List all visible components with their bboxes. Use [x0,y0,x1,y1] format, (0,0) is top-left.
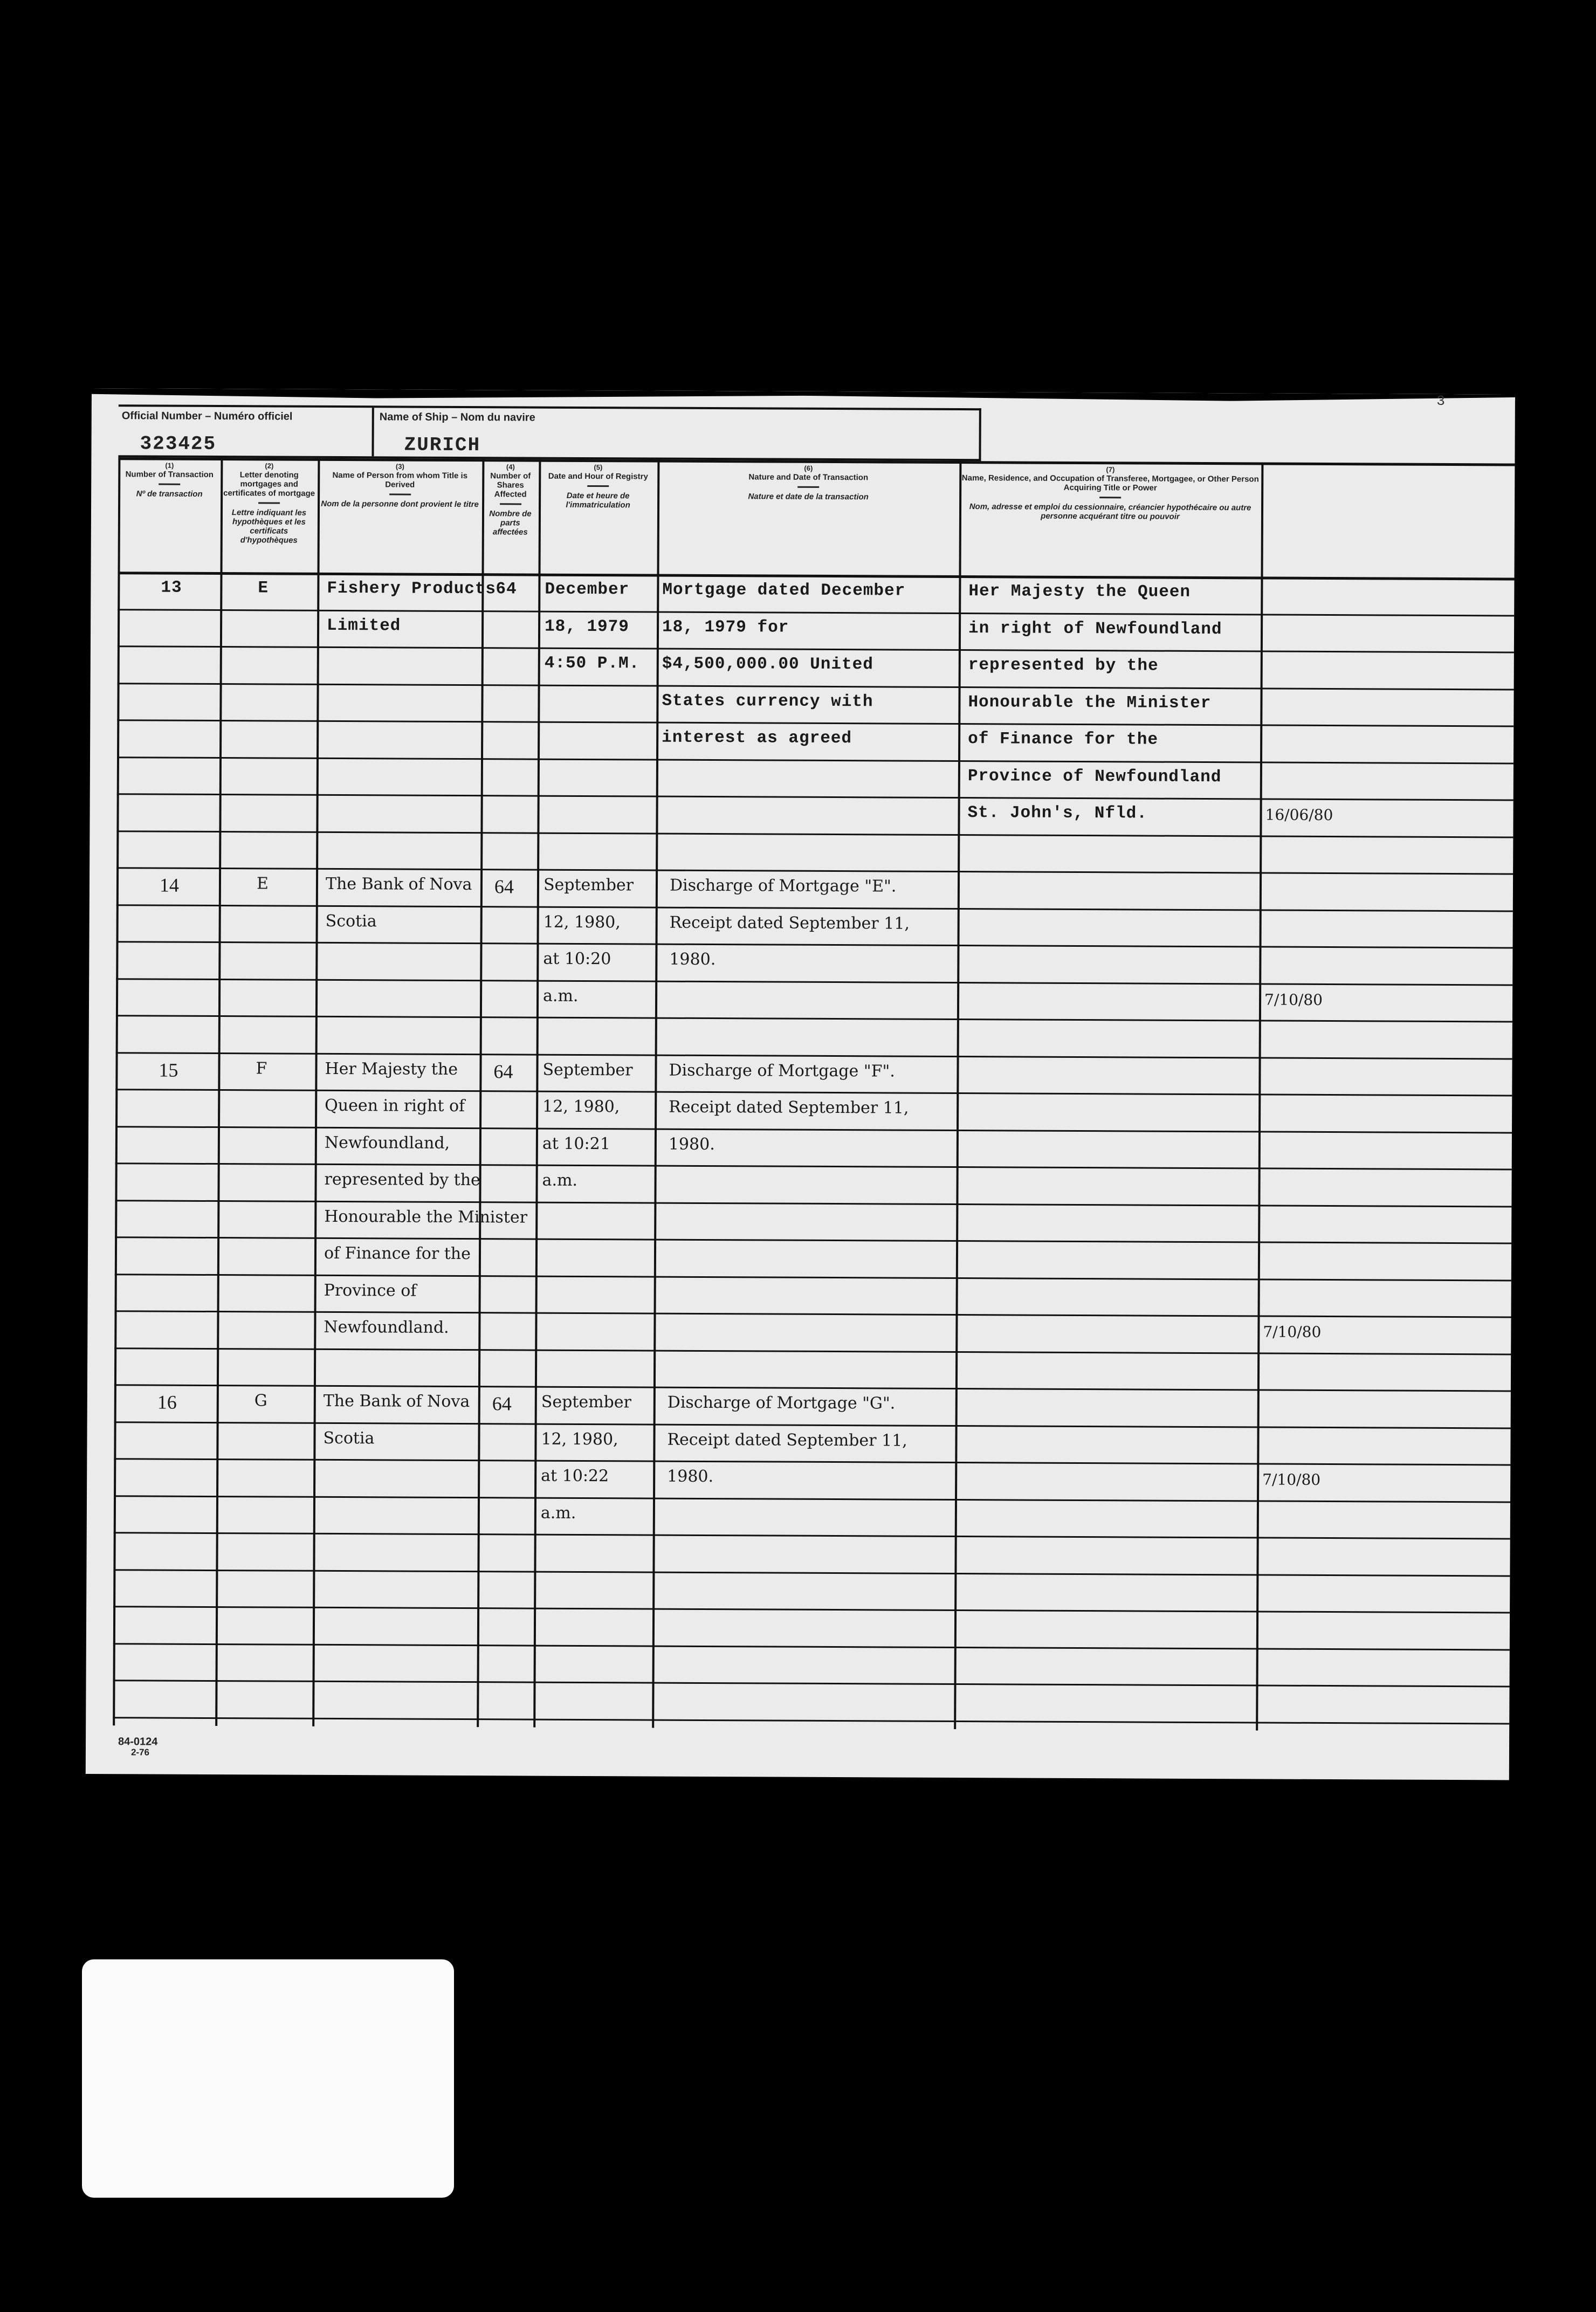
row-rule [116,978,1512,986]
txn-16-shares: 64 [492,1393,512,1415]
row-rule [115,1274,1511,1281]
txn-15-from-0: Her Majesty the [325,1059,458,1079]
column-header-1: (1) Number of Transaction Nº de transaction [125,461,214,499]
txn-14-letter: E [256,874,269,893]
row-rule [117,793,1514,801]
txn-16-stamp-date: 7/10/80 [1262,1470,1321,1489]
txn-13-number: 13 [161,578,182,597]
txn-13-nature-4: interest as agreed [662,728,852,748]
column-header-2: (2) Letter denoting mortgages and certificates of mortgage Lettre indiquant les hypothèques et les certificats d'hypothèques [223,462,315,545]
row-rule [114,1347,1511,1355]
txn-13-acquirer-0: Her Majesty the Queen [968,582,1191,602]
txn-16-letter: G [254,1391,267,1410]
column-header-7: (7) Name, Residence, and Occupation of Transferee, Mortgagee, or Other Person Acquiring Title or Power Nom, adresse et emploi du cessionnaire, créancier hypothécaire ou autre personne acquérant titre ou pouvoir [961,465,1259,521]
txn-15-shares: 64 [493,1060,513,1082]
row-rule [114,1458,1510,1465]
row-rule [114,1421,1511,1429]
column-header-3: (3) Name of Person from whom Title is Derived Nom de la personne dont provient le titre [321,462,479,510]
row-rule [114,1384,1511,1392]
txn-13-acquirer-4: of Finance for the [968,730,1159,749]
txn-15-number: 15 [159,1059,178,1081]
txn-13-from-0: Fishery Products [327,579,497,599]
txn-14-nature-2: 1980. [669,949,716,969]
txn-15-from-2: Newfoundland, [324,1133,450,1153]
txn-13-from-1: Limited [327,616,401,636]
txn-16-registry-1: 12, 1980, [541,1429,618,1449]
txn-15-nature-0: Discharge of Mortgage "F". [669,1061,895,1081]
txn-13-acquirer-6: St. John's, Nfld. [967,803,1147,823]
txn-15-from-5: of Finance for the [324,1243,471,1264]
row-rule [116,867,1513,875]
txn-16-nature-0: Discharge of Mortgage "G". [667,1393,896,1413]
official-number-label: Official Number – Numéro officiel [121,410,293,423]
txn-15-from-6: Province of [324,1281,417,1300]
txn-15-registry-1: 12, 1980, [542,1097,620,1117]
txn-13-letter: E [258,579,269,598]
row-rule [116,1015,1512,1022]
txn-15-from-4: Honourable the Minister [324,1207,528,1227]
corner-mark: 3 [1436,393,1445,409]
txn-15-from-7: Newfoundland. [324,1317,449,1337]
row-rule [115,1162,1512,1170]
column-rule [113,457,120,1725]
txn-13-shares: 64 [496,580,517,599]
txn-16-nature-2: 1980. [667,1467,714,1487]
txn-13-nature-0: Mortgage dated December [662,580,906,601]
row-rule [116,941,1513,948]
page-torn-edge [92,388,1515,404]
column-rule [533,459,541,1728]
txn-13-acquirer-1: in right of Newfoundland [968,618,1222,639]
row-rule [117,719,1514,727]
row-rule [113,1569,1510,1577]
column-rule [477,459,484,1727]
txn-14-stamp-date: 7/10/80 [1264,990,1323,1009]
row-rule [113,1717,1509,1724]
txn-14-nature-0: Discharge of Mortgage "E". [669,876,897,896]
txn-16-nature-1: Receipt dated September 11, [667,1430,907,1450]
row-rule [116,904,1513,912]
txn-16-from-0: The Bank of Nova [323,1391,470,1412]
row-rule [114,1532,1510,1539]
txn-15-registry-0: September [542,1060,633,1079]
txn-15-registry-2: at 10:21 [542,1134,610,1153]
txn-14-registry-2: at 10:20 [543,949,611,969]
row-rule [115,1200,1511,1207]
txn-14-registry-1: 12, 1980, [543,912,621,932]
txn-16-number: 16 [157,1391,177,1413]
row-rule [118,683,1514,690]
row-rule [117,756,1514,764]
row-rule [113,1680,1510,1687]
txn-13-registry-2: 4:50 P.M. [544,653,640,673]
txn-15-nature-2: 1980. [668,1134,715,1154]
row-rule [115,1126,1512,1133]
txn-15-nature-1: Receipt dated September 11, [669,1097,909,1118]
txn-16-registry-3: a.m. [540,1503,576,1523]
txn-15-from-1: Queen in right of [325,1096,465,1116]
white-card [82,1959,454,2198]
row-rule [114,1495,1510,1503]
txn-16-registry-2: at 10:22 [541,1466,609,1486]
register-page [86,388,1515,1780]
txn-14-registry-3: a.m. [543,986,579,1006]
txn-15-from-3: represented by the [324,1169,480,1190]
txn-14-number: 14 [159,874,180,896]
txn-13-registry-0: December [545,580,630,600]
txn-14-from-0: The Bank of Nova [325,874,472,894]
txn-14-nature-1: Receipt dated September 11, [669,913,910,933]
txn-16-from-1: Scotia [323,1428,375,1448]
txn-13-nature-1: 18, 1979 for [662,617,789,637]
txn-13-acquirer-5: Province of Newfoundland [967,766,1222,787]
column-header-4: (4) Number of Shares Affected Nombre de parts affectées [489,463,532,537]
column-rule [954,461,961,1729]
txn-13-acquirer-2: represented by the [968,656,1159,676]
row-rule [116,830,1513,838]
ship-name: ZURICH [404,434,481,457]
txn-16-registry-0: September [541,1392,631,1412]
ship-name-label: Name of Ship – Nom du navire [379,411,535,424]
row-rule [116,1052,1512,1059]
form-number: 84-0124 2-76 [118,1736,158,1758]
txn-13-registry-1: 18, 1979 [545,617,629,636]
row-rule [115,1310,1511,1318]
row-rule [118,609,1514,616]
row-rule [113,1643,1510,1650]
txn-13-acquirer-3: Honourable the Minister [968,692,1212,713]
txn-15-registry-3: a.m. [542,1171,578,1190]
txn-15-stamp-date: 7/10/80 [1263,1323,1322,1341]
row-rule [113,1606,1510,1613]
txn-13-stamp-date: 16/06/80 [1265,806,1333,824]
row-rule [115,1236,1511,1244]
column-rule [215,458,223,1726]
column-header-6: (6) Nature and Date of Transaction Nature et date de la transaction [748,464,869,502]
column-rule [312,458,320,1726]
official-number: 323425 [140,432,217,456]
txn-14-from-1: Scotia [325,911,377,931]
ship-identity-box [118,404,981,461]
txn-15-letter: F [256,1058,267,1078]
column-rule [652,460,659,1728]
column-header-5: (5) Date and Hour of Registry Date et heure de l'immatriculation [548,463,648,510]
txn-13-nature-2: $4,500,000.00 United [662,654,873,675]
txn-14-shares: 64 [494,876,514,898]
row-rule [118,645,1514,653]
row-rule [115,1089,1512,1096]
txn-13-nature-3: States currency with [662,691,873,711]
txn-14-registry-0: September [543,875,634,895]
column-rule [1256,462,1263,1730]
